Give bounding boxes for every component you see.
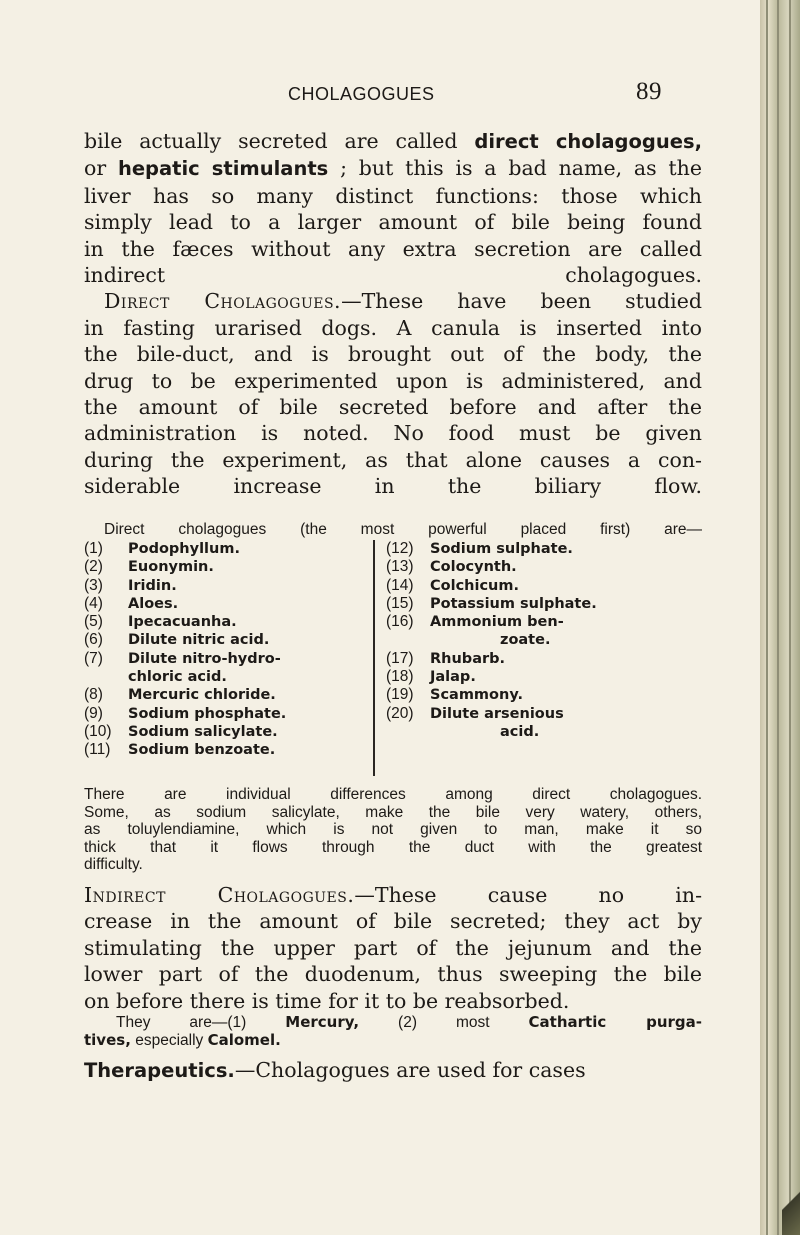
- text-line: difficulty.: [84, 856, 143, 874]
- term-mercury: Mercury,: [285, 1013, 360, 1031]
- text-line: Some, as sodium salicylate, make the bile very watery, others,: [84, 803, 702, 821]
- list-item: (12) Sodium sulphate.: [386, 540, 573, 557]
- list-item: (11) Sodium benzoate.: [84, 741, 276, 759]
- term-hepatic-stimulants: hepatic stimulants: [117, 157, 329, 181]
- text-line: Indirect Cholagogues.—These cause no in-: [84, 883, 702, 907]
- text-line: the bile-duct, and is brought out of the body, the: [84, 342, 702, 367]
- list-intro: Direct cholagogues (the most powerful placed first) are—: [104, 521, 702, 538]
- section-heading-indirect: Indirect Cholagogues.: [84, 883, 355, 907]
- list-item: (5) Ipecacuanha.: [84, 613, 237, 631]
- list-item: (20) Dilute arsenious acid.: [386, 704, 564, 740]
- text-line: as toluylendiamine, which is not given to man, make it so: [84, 821, 702, 839]
- paragraph-individual-differences: [84, 786, 702, 874]
- list-item: (8) Mercuric chloride.: [84, 686, 276, 704]
- cholagogue-list-right: [386, 540, 704, 741]
- text-line: tives, especially Calomel.: [84, 1030, 281, 1049]
- list-item: (2) Euonymin.: [84, 558, 214, 576]
- list-item: (18) Jalap.: [386, 668, 476, 686]
- text-line: bile actually secreted are called direct cholagogues,: [84, 129, 702, 153]
- paragraph-indirect-list: [84, 1014, 702, 1049]
- text-line: on before there is time for it to be reabsorbed.: [84, 988, 570, 1013]
- page-number: 89: [636, 78, 662, 105]
- list-item: (14) Colchicum.: [386, 576, 519, 594]
- text-line: lower part of the duodenum, thus sweeping the bile: [84, 962, 702, 987]
- text-line: simply lead to a larger amount of bile being found: [84, 210, 702, 235]
- text-line: There are individual differences among direct cholagogues.: [84, 786, 702, 803]
- text-line: in the fæces without any extra secretion are called: [84, 236, 702, 261]
- cholagogue-list-left: [84, 540, 368, 760]
- list-item: (17) Rhubarb.: [386, 649, 506, 667]
- term-direct-cholagogues: direct cholagogues,: [474, 130, 702, 153]
- text-line: in fasting urarised dogs. A canula is inserted into: [84, 315, 702, 340]
- text-line: administration is noted. No food must be given: [84, 421, 702, 446]
- text-line: during the experiment, as that alone causes a con-: [84, 447, 702, 472]
- page-header: [0, 78, 760, 110]
- text-line: Direct Cholagogues.—These have been studied: [84, 288, 702, 314]
- text-line: stimulating the upper part of the jejunum and the: [84, 935, 702, 960]
- list-item: (16) Ammonium ben- zoate.: [386, 613, 564, 649]
- book-corner: [782, 1180, 800, 1235]
- text-line: or hepatic stimulants ; but this is a bad name, as the: [84, 156, 702, 181]
- list-item: (15) Potassium sulphate.: [386, 594, 597, 612]
- text-line: drug to be experimented upon is administered, and: [84, 368, 702, 393]
- column-divider: [373, 540, 375, 776]
- text-line: They are—(1) Mercury, (2) most Cathartic purga-: [116, 1013, 703, 1031]
- text-line: indirect cholagogues.: [84, 263, 702, 288]
- text-line: liver has so many distinct functions: those which: [84, 183, 702, 208]
- text-line: crease in the amount of bile secreted; they act by: [84, 909, 702, 934]
- paragraph-indirect: [84, 882, 702, 1014]
- book-edge: [760, 0, 800, 1235]
- text-line: siderable increase in the biliary flow.: [84, 474, 702, 499]
- list-item: (1) Podophyllum.: [84, 540, 240, 557]
- section-heading-direct: Direct Cholagogues.: [104, 289, 342, 314]
- list-item: (19) Scammony.: [386, 686, 523, 704]
- section-heading-therapeutics: Therapeutics.: [84, 1059, 235, 1082]
- term-calomel: Calomel.: [207, 1030, 281, 1049]
- list-item: (6) Dilute nitric acid.: [84, 631, 270, 649]
- list-item: (3) Iridin.: [84, 576, 177, 594]
- list-item: (7) Dilute nitro-hydro- chloric acid.: [84, 649, 281, 686]
- paragraph-therapeutics: Therapeutics.—Cholagogues are used for cases: [84, 1058, 586, 1082]
- term-cathartic: Cathartic purga-: [528, 1013, 703, 1031]
- paragraph-direct-definition: [84, 128, 702, 500]
- list-item: (9) Sodium phosphate.: [84, 704, 287, 722]
- text-line: thick that it flows through the duct with the greatest: [84, 838, 702, 856]
- running-head: CHOLAGOGUES: [288, 84, 435, 104]
- list-item: (10) Sodium salicylate.: [84, 722, 278, 740]
- text-line: the amount of bile secreted before and after the: [84, 395, 702, 420]
- list-item: (13) Colocynth.: [386, 558, 517, 576]
- list-item: (4) Aloes.: [84, 594, 179, 612]
